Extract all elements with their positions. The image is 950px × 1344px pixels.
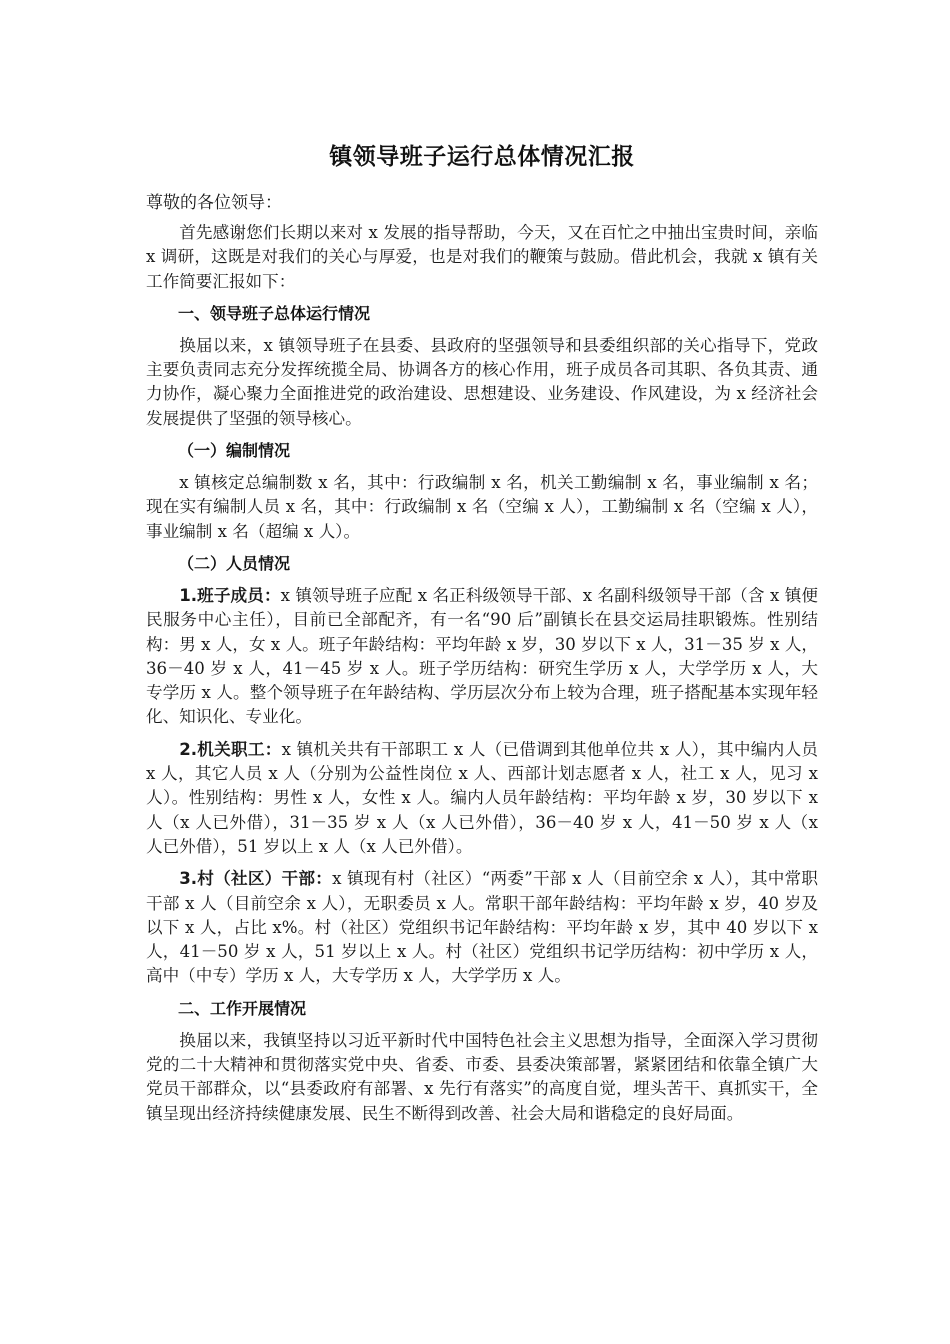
section-2-heading: 二、工作开展情况: [178, 998, 307, 1018]
item-3-label: 3.村（社区）干部：: [179, 869, 333, 889]
document-page: [146, 130, 818, 1134]
item-3-body: x 镇现有村（社区）“两委”干部 x 人（目前空余 x 人），其中常职干部 x 人（目前空余 x 人），无职委员 x 人。常职干部年龄结构：平均年龄 x 岁，40 岁及以下 x 人，占比 x%。村（社区）党组织书记年龄结构：平均年龄 x 岁，其中 40 岁以下 x 人，41－50 岁 x 人，51 岁以上 x 人。村（社区）党组织书记学历结构：初中学历 x 人，高中（中专）学历 x 人，大专学历 x 人，大学学历 x 人。: [146, 869, 818, 986]
subsection-2-heading: （二）人员情况: [178, 553, 291, 573]
intro-paragraph: 首先感谢您们长期以来对 x 发展的指导帮助，今天，又在百忙之中抽出宝贵时间，亲临 x 调研，这既是对我们的关心与厚爱，也是对我们的鞭策与鼓励。借此机会，我就 x 镇有关工作简要汇报如下：: [146, 223, 818, 291]
item-1-paragraph: [146, 584, 818, 730]
item-2-label: 2.机关职工：: [179, 739, 282, 759]
item-2-body: x 镇机关共有干部职工 x 人（已借调到其他单位共 x 人），其中编内人员 x 人，其它人员 x 人（分别为公益性岗位 x 人、西部计划志愿者 x 人，社工 x 人，见习 x 人）。性别结构：男性 x 人，女性 x 人。编内人员年龄结构：平均年龄 x 岁，30 岁以下 x 人（x 人已外借），31－35 岁 x 人（x 人已外借），36－40 岁 x 人，41－50 岁 x 人（x 人已外借），51 岁以上 x 人（x 人已外借）。: [146, 739, 818, 856]
section-1-body: 换届以来，x 镇领导班子在县委、县政府的坚强领导和县委组织部的关心指导下，党政主要负责同志充分发挥统揽全局、协调各方的核心作用，班子成员各司其职、各负其责、通力协作，凝心聚力全面推进党的政治建设、思想建设、业务建设、作风建设，为 x 经济社会发展提供了坚强的领导核心。: [146, 335, 818, 428]
salutation: 尊敬的各位领导：: [146, 193, 282, 213]
item-1-body: x 镇领导班子应配 x 名正科级领导干部、x 名副科级领导干部（含 x 镇便民服务中心主任），目前已全部配齐，有一名“90 后”副镇长在县交运局挂职锻炼。性别结构：男 x 人，女 x 人。班子年龄结构：平均年龄 x 岁，30 岁以下 x 人，31－35 岁 x 人，36－40 岁 x 人，41－45 岁 x 人。班子学历结构：研究生学历 x 人，大学学历 x 人，大专学历 x 人。整个领导班子在年龄结构、学历层次分布上较为合理，班子搭配基本实现年轻化、知识化、专业化。: [146, 585, 818, 727]
section-2-body: 换届以来，我镇坚持以习近平新时代中国特色社会主义思想为指导，全面深入学习贯彻党的二十大精神和贯彻落实党中央、省委、市委、县委决策部署，紧紧团结和依靠全镇广大党员干部群众，以“县委政府有部署、x 先行有落实”的高度自觉，埋头苦干、真抓实干，全镇呈现出经济持续健康发展、民生不断得到改善、社会大局和谐稳定的良好局面。: [146, 1030, 818, 1123]
document-title: 镇领导班子运行总体情况汇报: [329, 144, 635, 170]
item-3-paragraph: [146, 867, 818, 988]
item-2-paragraph: [146, 738, 818, 859]
subsection-1-heading: （一）编制情况: [178, 441, 291, 461]
section-1-heading: 一、领导班子总体运行情况: [178, 303, 371, 323]
item-1-label: 1.班子成员：: [179, 585, 281, 605]
subsection-1-body: x 镇核定总编制数 x 名，其中：行政编制 x 名，机关工勤编制 x 名，事业编制 x 名；现在实有编制人员 x 名，其中：行政编制 x 名（空编 x 人），工勤编制 x 名（空编 x 人），事业编制 x 名（超编 x 人）。: [146, 473, 818, 541]
